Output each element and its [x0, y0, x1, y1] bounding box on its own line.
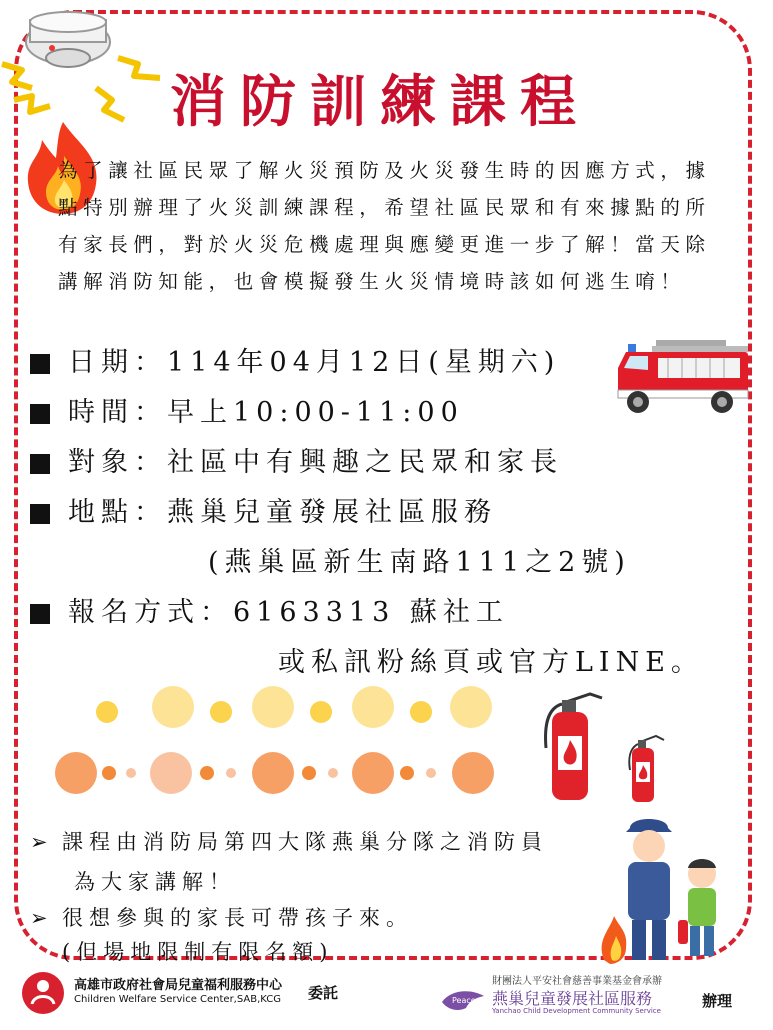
sponsor-name-zh: 高雄市政府社會局兒童福利服務中心	[74, 978, 283, 993]
note-text: 很想參與的家長可帶孩子來。	[62, 906, 413, 930]
arrow-bullet-icon: ➢	[30, 906, 54, 930]
note-text-cont: (但場地限制有限名額)	[62, 940, 334, 964]
organizer-foundation: 財團法人平安社會慈善事業基金會承辦	[492, 976, 662, 987]
square-bullet	[30, 454, 50, 474]
peace-logo-icon	[440, 986, 490, 1016]
time-row	[30, 390, 464, 429]
place-row	[30, 490, 497, 529]
organizer-role: 辦理	[702, 992, 733, 1010]
page-title: 消防訓練課程	[170, 69, 590, 135]
note-text-cont: 為大家講解！	[74, 870, 236, 894]
date-label: 日期：	[68, 347, 167, 378]
peace-logo-text: Peace	[452, 996, 476, 1005]
note-text: 課程由消防局第四大隊燕巢分隊之消防員	[62, 830, 548, 854]
sponsor-role: 委託	[308, 984, 339, 1002]
square-bullet	[30, 404, 50, 424]
firefighter-icon	[590, 812, 740, 972]
place-value: 燕巢兒童發展社區服務	[167, 497, 497, 528]
target-row	[30, 440, 563, 479]
organizer-name-en: Yanchao Child Development Community Service	[492, 1007, 661, 1015]
note-item	[30, 826, 548, 856]
target-label: 對象：	[68, 447, 167, 478]
place-label: 地點：	[68, 497, 167, 528]
signup-value-line2: 或私訊粉絲頁或官方LINE。	[278, 647, 704, 678]
signup-row	[30, 590, 509, 629]
children-welfare-logo-icon	[20, 970, 66, 1016]
arrow-bullet-icon: ➢	[30, 830, 54, 854]
target-value: 社區中有興趣之民眾和家長	[167, 447, 563, 478]
place-address: (燕巢區新生南路111之2號)	[208, 547, 631, 578]
square-bullet	[30, 604, 50, 624]
fire-extinguisher-icon	[540, 688, 610, 804]
footer-sponsor	[20, 968, 440, 1018]
note-item	[30, 902, 413, 932]
square-bullet	[30, 354, 50, 374]
fire-truck-icon	[612, 338, 752, 420]
organizer-name-zh: 燕巢兒童發展社區服務	[492, 989, 653, 1008]
signup-value: 6163313 蘇社工	[233, 597, 509, 628]
sponsor-name-en: Children Welfare Service Center,SAB,KCG	[74, 994, 282, 1005]
intro-paragraph: 為了讓社區民眾了解火災預防及火災發生時的因應方式，據點特別辦理了火災訓練課程，希望社區民眾和有來據點的所有家長們，對於火災危機處理與應變更進一步了解！當天除講解消防知能，也會模擬發生火災情境時該如何逃生唷！	[58, 159, 711, 293]
signup-label: 報名方式：	[68, 597, 233, 628]
time-label: 時間：	[68, 397, 167, 428]
date-row	[30, 340, 560, 379]
footer-organizer	[440, 972, 770, 1022]
time-value: 早上10:00-11:00	[167, 397, 464, 428]
date-value: 114年04月12日(星期六)	[167, 347, 561, 378]
fire-extinguisher-icon	[626, 734, 666, 804]
square-bullet	[30, 504, 50, 524]
